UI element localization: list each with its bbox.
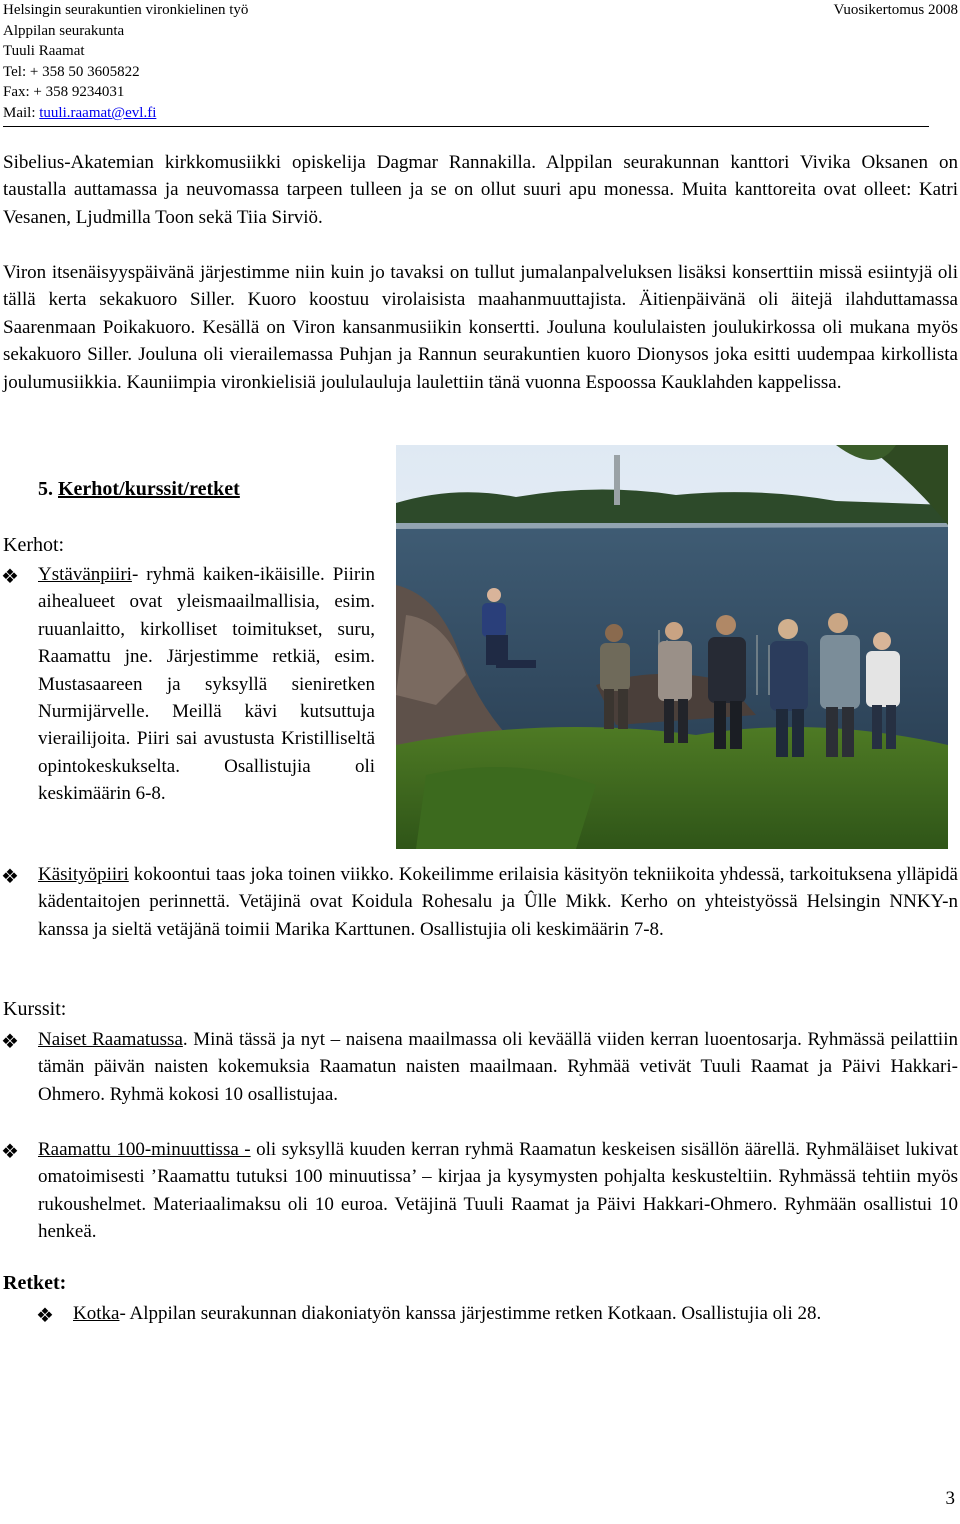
- mail-link[interactable]: tuuli.raamat@evl.fi: [39, 104, 157, 121]
- mail-label: Mail:: [3, 104, 40, 121]
- paragraph-konsertit: Viron itsenäisyyspäivänä järjestimme niin kuin jo tavaksi on tullut jumalanpalveluksen lisäksi konserttiin missä esiintyjä oli tällä kerta sekakuoro Siller. Kuoro koostuu virolaisista maahanmuuttajista. Äitienpäivänä oli äitejä ilahduttamassa Saarenmaan Poikakuoro. Kesällä on Viron kansanmusiikin konsertti. Jouluna koululaisten joulukirkossa oli mukana myös sekakuoro Siller. Jouluna oli vierailemassa Puhjan ja Rannun seurakuntien kuoro Dionysos joka esitti uudempaa kirkollista joulumusiikkia. Kauniimpia vironkielisiä joululauluja laulettiin tänä vuonna Espoossa Kauklahden kappelissa.: [3, 262, 958, 393]
- list-item-ystavanpiiri: [1, 561, 375, 808]
- diamond-bullet-icon: ❖: [36, 1305, 54, 1327]
- fax: Fax: + 358 9234031: [3, 84, 125, 101]
- section-title: Kerhot/kurssit/retket: [58, 478, 240, 500]
- naiset-raamatussa-text: . Minä tässä ja nyt – naisena maailmassa oli keväällä viiden kerran luoentosarja. Ryhmässä peilattiin tämän päivän naisten kokemuksia Raamatun naisten maailmaan. Ryhmää vetivät Tuuli Raamat ja Päivi Hakkari-Ohmero. Ryhmä kokosi 10 osallistujaa.: [38, 1029, 958, 1105]
- section-heading: [38, 478, 240, 501]
- parish-name: Alppilan seurakunta: [3, 22, 125, 39]
- kotka-link[interactable]: Kotka: [73, 1303, 120, 1324]
- kasityopiiri-text: kokoontui taas joka toinen viikko. Kokeilimme erilaisia käsityön tekniikoita yhdessä, tarkoituksena ylläpidä kädentaitojen perinnettä. Vetäjinä ovat Koidula Rohesalu ja Ûlle Mikk. Kerho on yhteistyössä Helsingin NNKY-n kanssa ja sieltä vetäjänä toimii Marika Karttunen. Osallistujia oli keskimäärin 7-8.: [38, 864, 958, 940]
- diamond-bullet-icon: ❖: [1, 866, 19, 888]
- naiset-raamatussa-link[interactable]: Naiset Raamatussa: [38, 1029, 183, 1050]
- phone: Tel: + 358 50 3605822: [3, 63, 140, 80]
- author-name: Tuuli Raamat: [3, 43, 85, 60]
- ystavanpiiri-text: - ryhmä kaiken-ikäisille. Piirin aihealueet ovat yleismaailmallisia, esim. ruuanlaitto, kirkolliset toimitukset, suru, Raamattu jne. Järjestimme retkiä, esim. Mustasaareen ja syksyllä sieniretken Nurmijärvelle. Meillä kävi kutsuttuja vierailijoita. Piiri sai avustusta Kristilliseltä opintokeskukselta. Osallistujia oli keskimäärin 6-8.: [38, 564, 375, 805]
- photo-image: [396, 445, 948, 849]
- kerhot-heading: Kerhot:: [3, 534, 65, 556]
- report-title: Vuosikertomus 2008: [833, 2, 958, 18]
- mail-line: [3, 103, 248, 124]
- header-rule: [3, 126, 929, 127]
- diamond-bullet-icon: ❖: [1, 1031, 19, 1053]
- ystavanpiiri-link[interactable]: Ystävänpiiri: [38, 564, 132, 585]
- retket-heading: Retket:: [3, 1272, 67, 1294]
- diamond-bullet-icon: ❖: [1, 566, 19, 588]
- raamattu-100-link[interactable]: Raamattu 100-minuuttissa -: [38, 1139, 251, 1160]
- list-item-naiset-raamatussa: [1, 1026, 958, 1108]
- group-by-lake-photo: [396, 445, 948, 849]
- page-number: 3: [945, 1488, 955, 1509]
- list-item-raamattu-100: [1, 1136, 959, 1246]
- section-number: 5.: [38, 478, 53, 500]
- list-item-kotka: [36, 1300, 958, 1327]
- kotka-text: - Alppilan seurakunnan diakoniatyön kanssa järjestimme retken Kotkaan. Osallistujia oli 28.: [119, 1303, 822, 1324]
- letterhead: [3, 0, 248, 124]
- list-item-kasityopiiri: [1, 861, 958, 943]
- diamond-bullet-icon: ❖: [1, 1141, 19, 1163]
- raamattu-100-text: oli syksyllä kuuden kerran ryhmä Raamatun keskeisen sisällön äärellä. Ryhmäläiset lukivat omatoimisesti ’Raamattu tutuksi 100 minuutissa’ – kirjaa ja kysymysten pohjalta keskusteltiin. Ryhmässä tehtiin myös rukoushelmet. Materiaalimaksu oli 10 euroa. Vetäjinä Tuuli Raamat ja Päivi Hakkari-Ohmero. Ryhmään osallistui 10 henkeä.: [38, 1139, 959, 1243]
- org-name: Helsingin seurakuntien vironkielinen työ: [3, 2, 249, 18]
- kurssit-heading: Kurssit:: [3, 998, 67, 1020]
- kasityopiiri-link[interactable]: Käsityöpiiri: [38, 864, 129, 885]
- paragraph-kanttorit: Sibelius-Akatemian kirkkomusiikki opiskelija Dagmar Rannakilla. Alppilan seurakunnan kanttori Vivika Oksanen on taustalla auttamassa ja neuvomassa tarpeen tulleen ja se on ollut suuri apu monessa. Muita kanttoreita ovat olleet: Katri Vesanen, Ljudmilla Toon sekä Tiia Sirviö.: [3, 152, 958, 228]
